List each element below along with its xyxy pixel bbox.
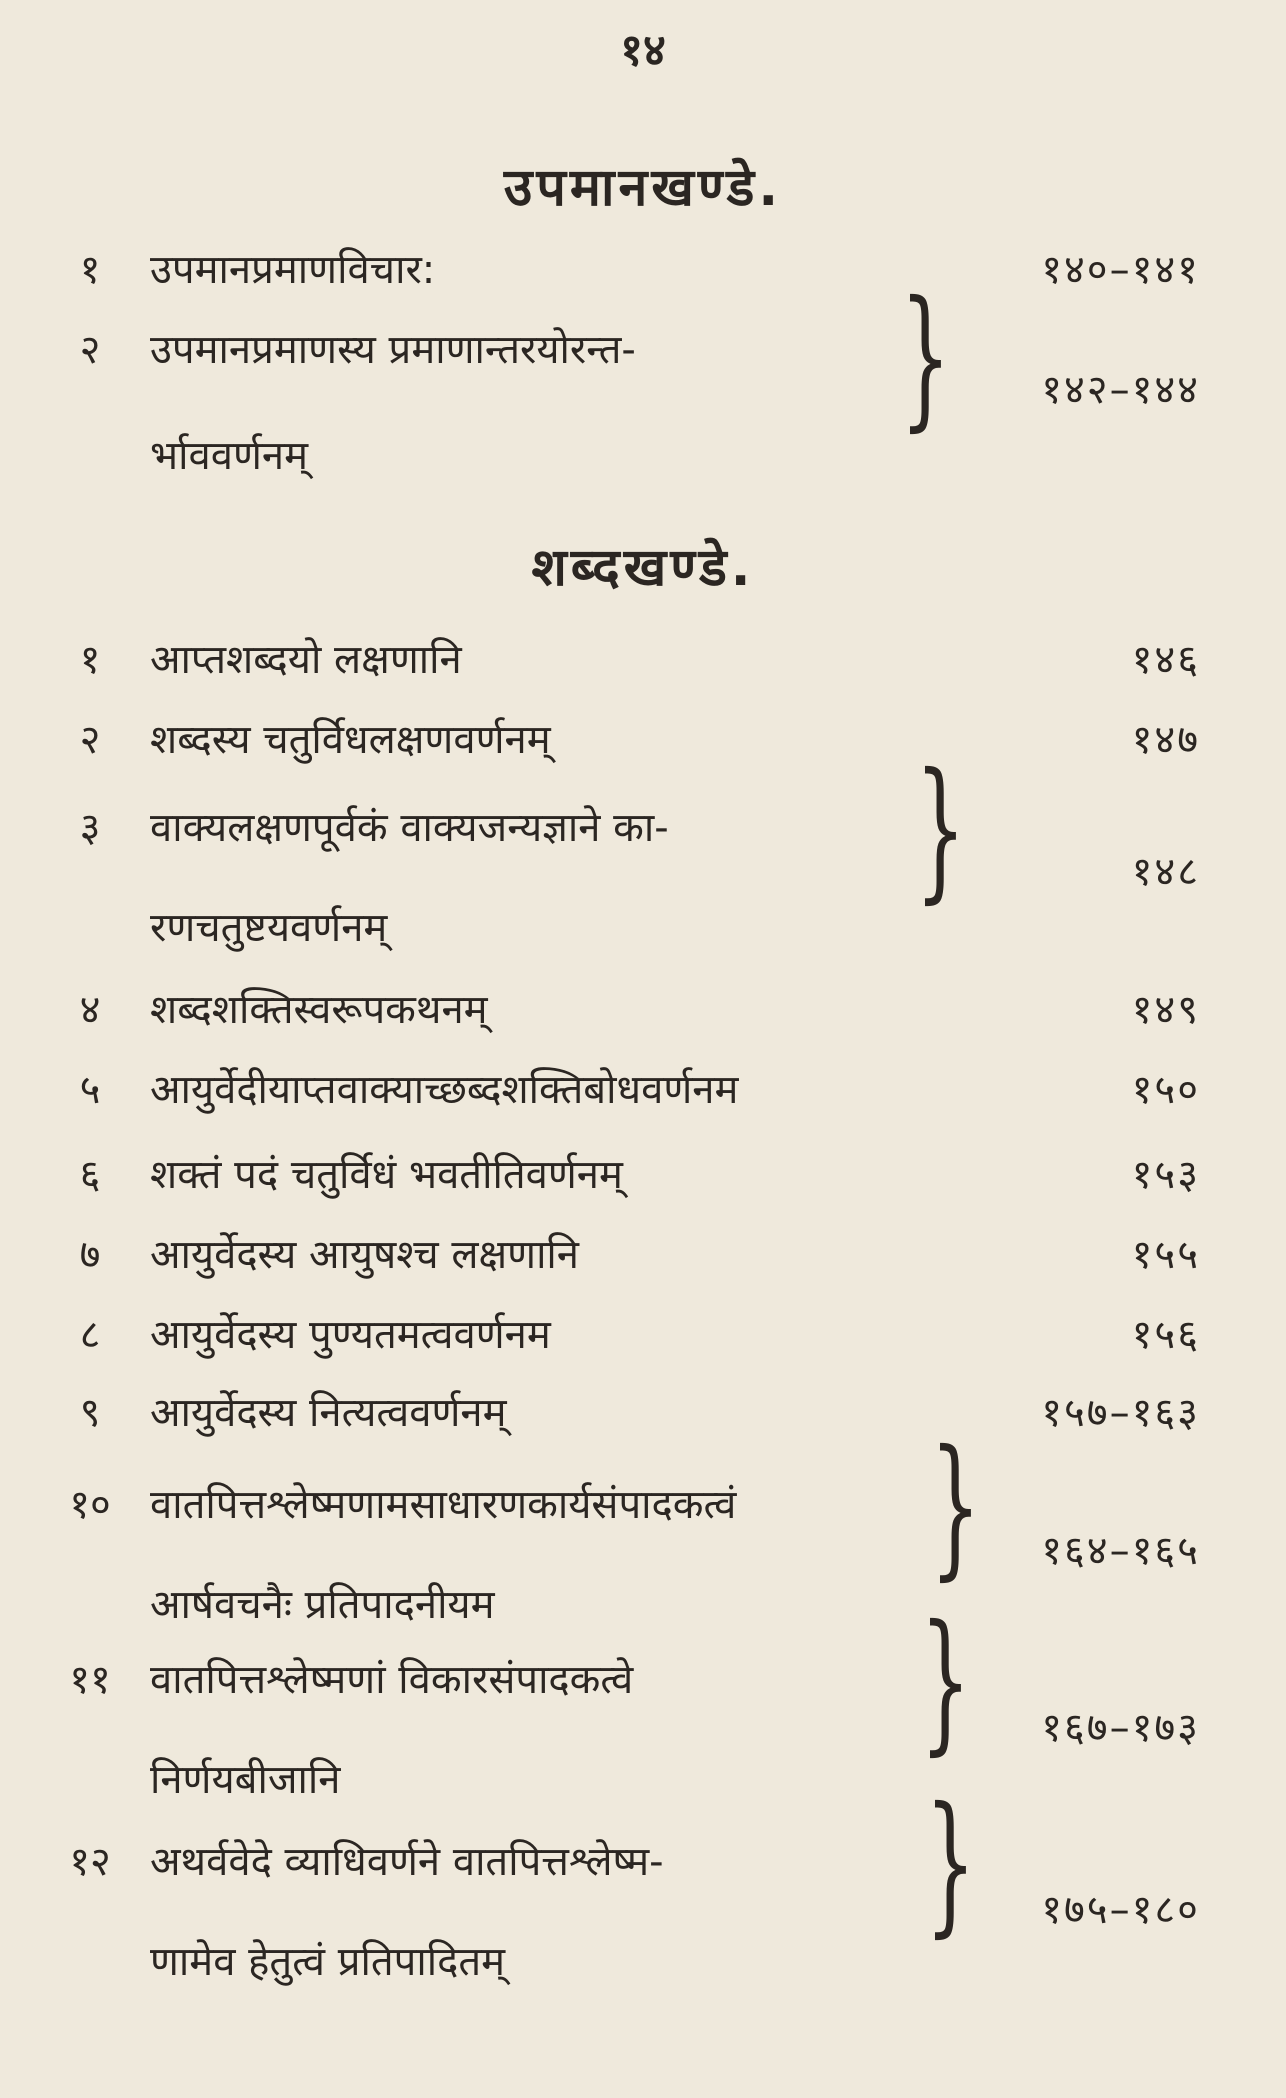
entry-title: उपमानप्रमाणविचार: bbox=[150, 247, 436, 293]
entry-pages: १७५–१८० bbox=[1041, 1887, 1200, 1933]
entry-title-line-1: वातपित्तश्लेष्मणां विकारसंपादकत्वे bbox=[150, 1657, 634, 1703]
entry-pages: १६७–१७३ bbox=[1041, 1705, 1200, 1751]
entry-number: २ bbox=[79, 327, 101, 373]
entry-pages: १४७ bbox=[1131, 717, 1200, 763]
entry-number: ४ bbox=[79, 987, 101, 1033]
entry-title-line-1: अथर्ववेदे व्याधिवर्णने वातपित्तश्लेष्म- bbox=[150, 1839, 664, 1885]
entry-title: आप्तशब्दयो लक्षणानि bbox=[150, 637, 462, 683]
section-heading-shabda: शब्दखण्डे. bbox=[531, 538, 755, 598]
entry-number: ६ bbox=[79, 1152, 101, 1198]
entry-title: आयुर्वेदस्य आयुषश्च लक्षणानि bbox=[150, 1232, 579, 1278]
entry-title-line-1: वातपित्तश्लेष्मणामसाधारणकार्यसंपादकत्वं bbox=[150, 1482, 737, 1528]
entry-number: ८ bbox=[79, 1312, 101, 1358]
entry-title-line-2: रणचतुष्टयवर्णनम् bbox=[150, 905, 388, 951]
entry-title-line-2: णामेव हेतुत्वं प्रतिपादितम् bbox=[150, 1939, 506, 1985]
entry-title: शब्दशक्तिस्वरूपकथनम् bbox=[150, 987, 488, 1033]
entry-title: आयुर्वेदस्य नित्यत्ववर्णनम् bbox=[150, 1390, 507, 1436]
entry-pages: १४०–१४१ bbox=[1041, 247, 1200, 293]
entry-pages: १४९ bbox=[1131, 987, 1200, 1033]
entry-number: १ bbox=[79, 637, 101, 683]
entry-number: ७ bbox=[79, 1232, 101, 1278]
entry-title: शब्दस्य चतुर्विधलक्षणवर्णनम् bbox=[150, 717, 551, 763]
entry-number: १ bbox=[79, 247, 101, 293]
brace: } bbox=[915, 740, 966, 918]
entry-number: ११ bbox=[69, 1657, 111, 1703]
entry-number: ३ bbox=[79, 805, 101, 851]
entry-pages: १५६ bbox=[1131, 1312, 1200, 1358]
entry-number: ९ bbox=[79, 1390, 101, 1436]
entry-pages: १४६ bbox=[1131, 637, 1200, 683]
entry-number: १२ bbox=[69, 1839, 111, 1885]
entry-title-line-2: निर्णयबीजानि bbox=[150, 1757, 341, 1803]
brace: } bbox=[900, 268, 951, 446]
entry-title-line-1: वाक्यलक्षणपूर्वकं वाक्यजन्यज्ञाने का- bbox=[150, 805, 669, 851]
entry-pages: १५० bbox=[1131, 1067, 1200, 1113]
brace: } bbox=[920, 1592, 971, 1770]
brace: } bbox=[930, 1417, 981, 1595]
entry-number: १० bbox=[69, 1482, 111, 1528]
entry-title: आयुर्वेदस्य पुण्यतमत्ववर्णनम bbox=[150, 1312, 551, 1358]
entry-pages: १५५ bbox=[1131, 1232, 1200, 1278]
page-number: १४ bbox=[620, 25, 666, 76]
entry-pages: १४८ bbox=[1131, 849, 1200, 895]
entry-pages: १६४–१६५ bbox=[1041, 1528, 1200, 1574]
entry-number: २ bbox=[79, 717, 101, 763]
entry-pages: १५७–१६३ bbox=[1041, 1390, 1200, 1436]
entry-number: ५ bbox=[79, 1067, 101, 1113]
entry-pages: १४२–१४४ bbox=[1041, 367, 1200, 413]
entry-title-line-2: आर्षवचनैः प्रतिपादनीयम bbox=[150, 1582, 495, 1628]
entry-title: शक्तं पदं चतुर्विधं भवतीतिवर्णनम् bbox=[150, 1152, 623, 1198]
section-heading-upamana: उपमानखण्डे. bbox=[503, 158, 783, 218]
brace: } bbox=[925, 1774, 976, 1952]
entry-title: आयुर्वेदीयाप्तवाक्याच्छब्दशक्तिबोधवर्णनम bbox=[150, 1067, 739, 1113]
entry-title-line-2: र्भाववर्णनम् bbox=[150, 433, 308, 479]
entry-title-line-1: उपमानप्रमाणस्य प्रमाणान्तरयोरन्त- bbox=[150, 327, 636, 373]
entry-pages: १५३ bbox=[1131, 1152, 1200, 1198]
